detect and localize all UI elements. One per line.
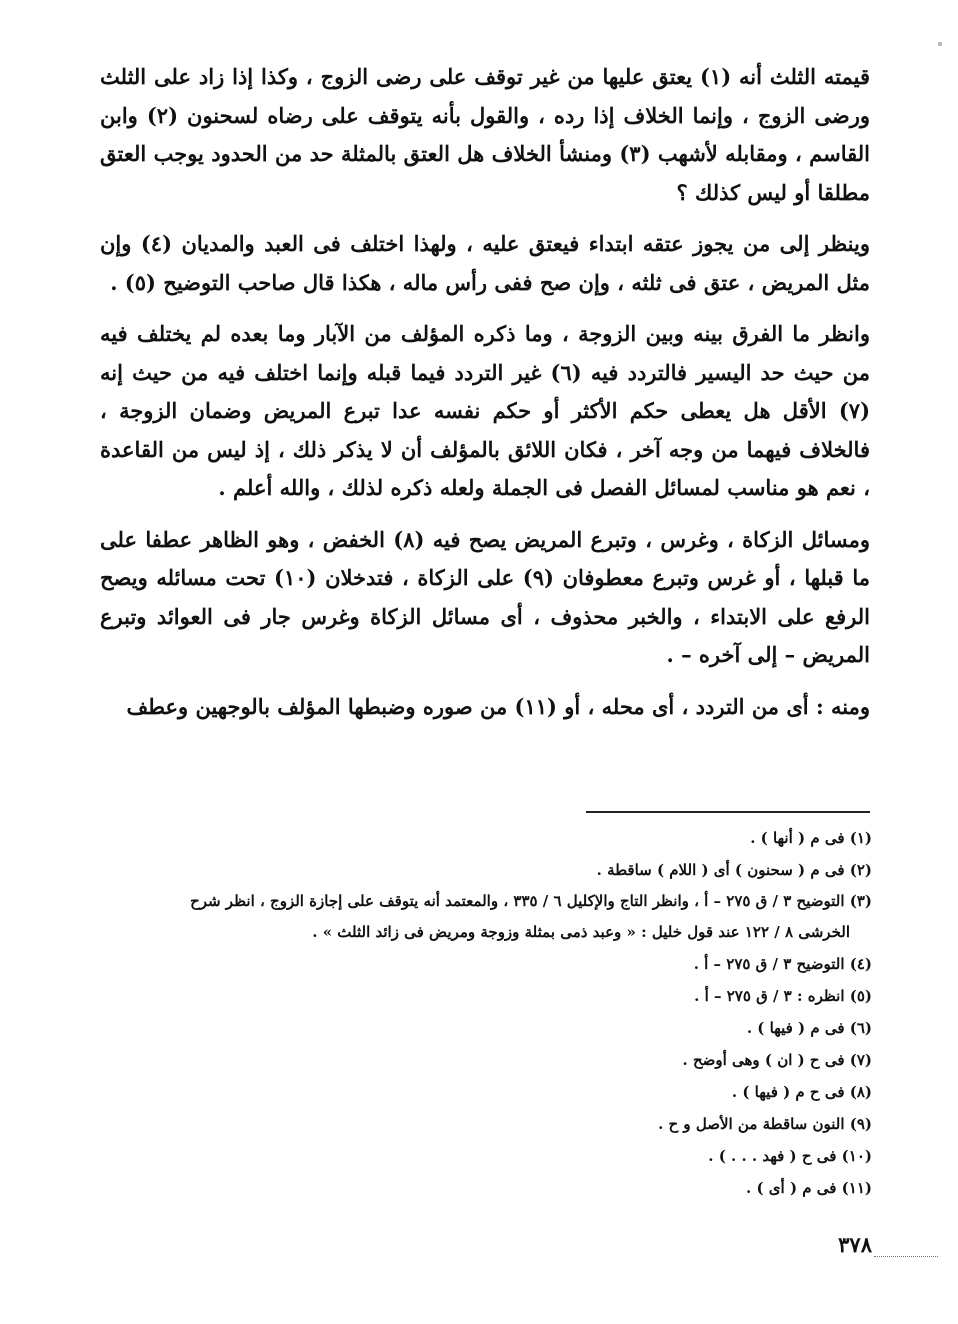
footnote-3-line-2: الخرشى ٨ / ١٢٢ عند قول خليل : « وعبد ذمى بمثلة وزوجة ومريض فى زائد الثلث » . bbox=[312, 923, 850, 941]
footnote-5: (٥) انظره : ٣ / ق ٢٧٥ – أ . bbox=[694, 987, 872, 1005]
scan-mark bbox=[938, 42, 942, 46]
footnote-3-line-1: (٣) التوضيح ٣ / ق ٢٧٥ – أ ، وانظر التاج والإكليل ٦ / ٣٣٥ ، والمعتمد أنه يتوقف على إجازة الزوج ، انظر شرح bbox=[190, 892, 872, 910]
main-text bbox=[100, 58, 870, 739]
footnote-7: (٧) فى ح ( ان ) وهى أوضح . bbox=[682, 1051, 872, 1069]
footnote-10: (١٠) فى ح ( فهد . . . ) . bbox=[708, 1147, 872, 1165]
footnote-separator bbox=[586, 811, 870, 813]
paragraph-2: وينظر إلى من يجوز عتقه ابتداء فيعتق عليه ، ولهذا اختلف فى العبد والمديان (٤) وإن مثل المريض ، عتق فى ثلثه ، وإن صح ففى رأس ماله ، هكذا قال صاحب التوضيح (٥) . bbox=[100, 231, 870, 295]
paragraph-4: ومسائل الزكاة ، وغرس ، وتبرع المريض يصح فيه (٨) الخفض ، وهو الظاهر عطفا على ما قبلها ، أو غرس وتبرع معطوفان (٩) على الزكاة ، فتدخلان (١٠) تحت مسائله ويصح الرفع على الابتداء ، والخبر محذوف ، أى مسائل الزكاة وغرس جار فى العوائد وتبرع المريض – إلى آخره – . bbox=[100, 526, 870, 667]
footnote-1: (١) فى م ( أنها ) . bbox=[750, 829, 872, 847]
footnote-6: (٦) فى م ( فيها ) . bbox=[746, 1019, 872, 1037]
page-number-dotted-line bbox=[874, 1256, 938, 1257]
footnote-9: (٩) النون ساقطة من الأصل و ح . bbox=[658, 1115, 872, 1133]
footnote-3 bbox=[100, 886, 872, 948]
footnote-8: (٨) فى ح م ( فيها ) . bbox=[731, 1083, 872, 1101]
footnotes bbox=[100, 822, 872, 1204]
paragraph-1: قيمته الثلث أنه (١) يعتق عليها من غير توقف على رضى الزوج ، وكذا إذا زاد على الثلث ورضى الزوج ، وإنما الخلاف إذا رده ، والقول بأنه يتوقف على رضاه لسحنون (٢) وابن القاسم ، ومقابله لأشهب (٣) ومنشأ الخلاف هل العتق بالمثلة حد من الحدود يوجب العتق مطلقا أو ليس كذلك ؟ bbox=[100, 64, 870, 205]
paragraph-5: ومنه : أى من التردد ، أى محله ، أو (١١) من صوره وضبطها المؤلف بالوجهين وعطف bbox=[126, 693, 870, 719]
footnote-4: (٤) التوضيح ٣ / ق ٢٧٥ – أ . bbox=[693, 955, 872, 973]
footnote-2: (٢) فى م ( سحنون ) أى ( اللام ) ساقطة . bbox=[596, 861, 872, 879]
page-number: ٣٧٨ bbox=[838, 1232, 872, 1257]
footnote-11: (١١) فى م ( أى ) . bbox=[746, 1179, 872, 1197]
paragraph-3: وانظر ما الفرق بينه وبين الزوجة ، وما ذكره المؤلف من الآبار وما بعده لم يختلف فيه من حيث حد اليسير فالتردد فيه (٦) غير التردد فيما قبله وإنما اختلف فيه من حيث إنه (٧) الأقل هل يعطى حكم الأكثر أو حكم نفسه عدا تبرع المريض وضمان الزوجة ، فالخلاف فيهما من وجه آخر ، فكان اللائق بالمؤلف أن لا يذكر ذلك ، إذ ليس من القاعدة ، نعم هو مناسب لمسائل الفصل فى الجملة ولعله ذكره لذلك ، والله أعلم . bbox=[100, 321, 870, 500]
